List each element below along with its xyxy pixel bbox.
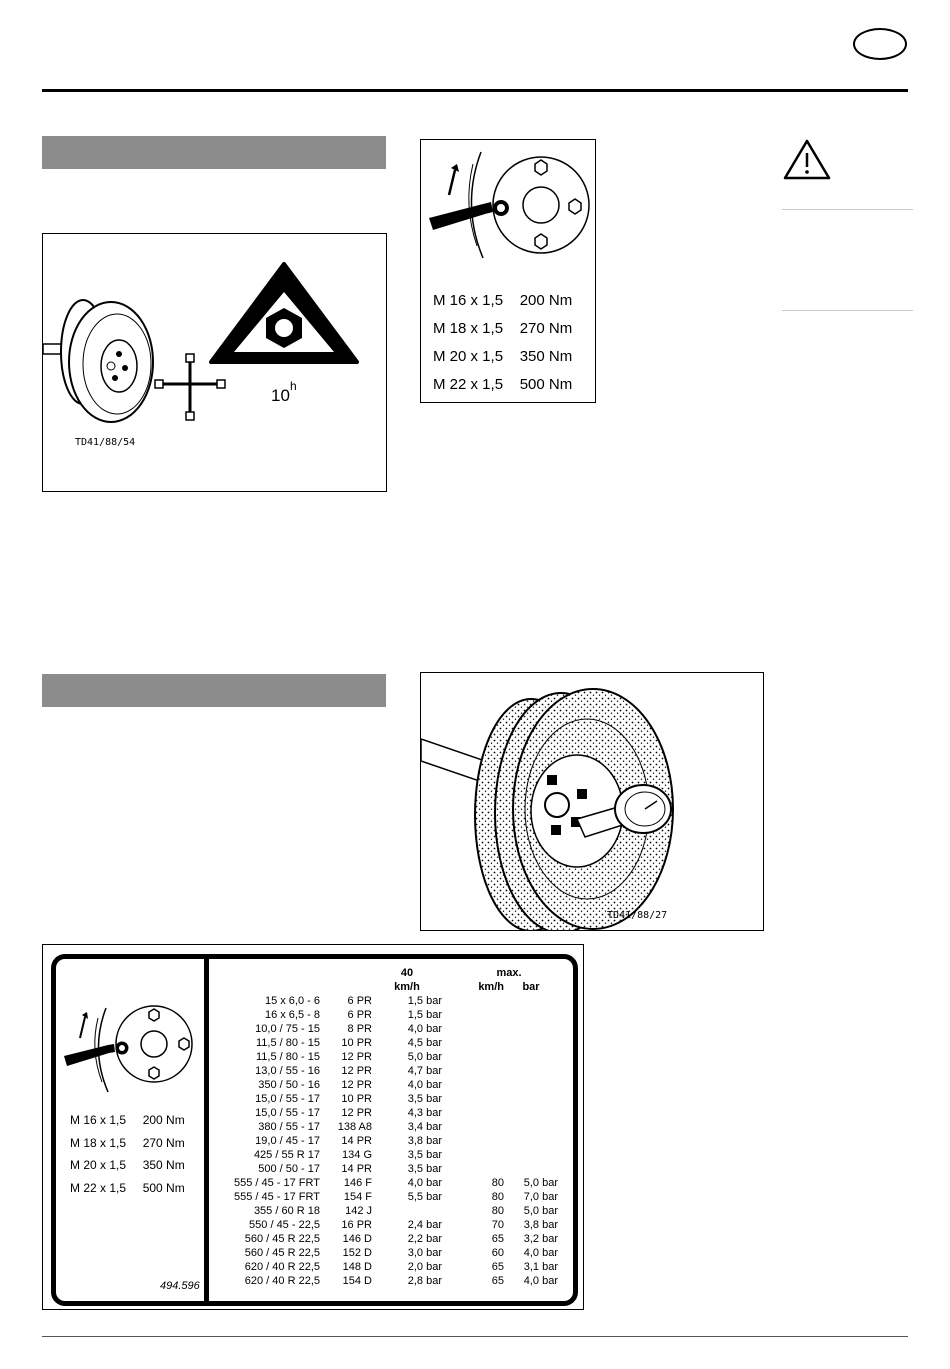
table-cell: 2,0 bar [407, 1261, 442, 1273]
table-cell: 80 [491, 1191, 504, 1203]
table-cell: 4,0 bar [407, 1177, 442, 1189]
table-cell: 8 PR [347, 1023, 372, 1035]
header-40-unit: km/h [394, 981, 420, 993]
figure-wheel-wrench [42, 233, 387, 492]
table-cell [504, 1064, 558, 1078]
table-cell: 550 / 45 - 22,5 [249, 1219, 320, 1231]
table-cell [504, 1022, 558, 1036]
table-cell: 560 / 45 R 22,5 [244, 1247, 320, 1259]
table-cell: 12 PR [341, 1107, 372, 1119]
table-cell: 142 J [345, 1205, 372, 1217]
table-cell [442, 1120, 504, 1134]
table-cell [504, 994, 558, 1008]
table-row [212, 1260, 558, 1274]
table-cell: 4,7 bar [407, 1065, 442, 1077]
table-cell: 620 / 40 R 22,5 [244, 1275, 320, 1287]
table-cell: 350 / 50 - 16 [258, 1079, 320, 1091]
table-cell: 500 / 50 - 17 [258, 1163, 320, 1175]
table-cell: 6 PR [347, 1009, 372, 1021]
table-row [212, 1190, 558, 1204]
table-cell [504, 1106, 558, 1120]
table-cell [442, 994, 504, 1008]
interval-value: 10 [271, 386, 290, 405]
table-cell: 1,5 bar [407, 1009, 442, 1021]
table-row [212, 1092, 558, 1106]
table-cell: 19,0 / 45 - 17 [255, 1135, 320, 1147]
table-row [212, 1176, 558, 1190]
table-cell: 5,0 bar [523, 1177, 558, 1189]
warning-icon [782, 138, 832, 182]
torque-spec-box [420, 139, 596, 403]
table-cell: 620 / 40 R 22,5 [244, 1261, 320, 1273]
table-cell: 11,5 / 80 - 15 [255, 1037, 320, 1049]
table-cell: 138 A8 [337, 1121, 372, 1133]
table-cell: 5,0 bar [407, 1051, 442, 1063]
table-cell: 16 x 6,5 - 8 [264, 1009, 320, 1021]
table-cell: 12 PR [341, 1079, 372, 1091]
decal-torque-row: M 22 x 1,5 500 Nm [70, 1180, 185, 1195]
table-cell: 3,5 bar [407, 1149, 442, 1161]
language-badge [853, 28, 907, 60]
decal-torque-row: M 18 x 1,5 270 Nm [70, 1135, 185, 1150]
table-row [212, 1204, 558, 1218]
section-header-bar-tyres [42, 674, 386, 707]
table-cell: 154 D [342, 1275, 372, 1287]
table-cell [442, 1134, 504, 1148]
torque-row: M 20 x 1,5 350 Nm [433, 348, 573, 365]
torque-row: M 18 x 1,5 270 Nm [433, 320, 573, 337]
header-max-kmh: km/h [478, 981, 504, 993]
table-cell: 2,2 bar [407, 1233, 442, 1245]
table-row [212, 1106, 558, 1120]
table-cell: 134 G [342, 1149, 372, 1161]
table-cell: 15,0 / 55 - 17 [255, 1093, 320, 1105]
header-max-bar: bar [522, 981, 540, 993]
table-cell [442, 1008, 504, 1022]
table-cell: 146 F [343, 1177, 372, 1189]
tire-pressure-illustration [421, 673, 763, 930]
torque-list [433, 287, 572, 399]
table-row [212, 1064, 558, 1078]
table-cell [504, 1078, 558, 1092]
table-cell: 15 x 6,0 - 6 [264, 995, 320, 1007]
wheel-bolt-torque-diagram [421, 140, 595, 280]
table-row [212, 994, 558, 1008]
figure-code: TD41/88/27 [607, 910, 668, 921]
table-row [212, 1078, 558, 1092]
header-max: max. [496, 967, 522, 979]
table-row [212, 1008, 558, 1022]
footer-rule [42, 1336, 908, 1337]
table-cell: 65 [491, 1261, 504, 1273]
table-cell: 3,5 bar [407, 1163, 442, 1175]
table-cell: 15,0 / 55 - 17 [255, 1107, 320, 1119]
table-cell: 152 D [342, 1247, 372, 1259]
table-cell: 555 / 45 - 17 FRT [233, 1191, 320, 1203]
table-row [212, 1162, 558, 1176]
part-number: 494.596 [160, 1280, 200, 1292]
figure-tire-pressure [420, 672, 764, 931]
table-cell: 154 F [343, 1191, 372, 1203]
table-cell: 3,5 bar [407, 1093, 442, 1105]
table-cell: 14 PR [341, 1163, 372, 1175]
torque-row: M 22 x 1,5 500 Nm [433, 376, 573, 393]
table-cell: 12 PR [341, 1051, 372, 1063]
table-cell: 2,4 bar [407, 1219, 442, 1231]
table-cell [442, 1064, 504, 1078]
table-cell: 65 [491, 1233, 504, 1245]
table-cell: 555 / 45 - 17 FRT [233, 1177, 320, 1189]
interval-unit: h [290, 379, 297, 393]
table-cell: 16 PR [341, 1219, 372, 1231]
table-cell [372, 1204, 442, 1218]
table-cell [442, 1078, 504, 1092]
table-cell [442, 1092, 504, 1106]
table-cell: 425 / 55 R 17 [253, 1149, 320, 1161]
table-cell: 7,0 bar [523, 1191, 558, 1203]
table-row [212, 1274, 558, 1288]
table-row [212, 1218, 558, 1232]
table-cell: 1,5 bar [407, 995, 442, 1007]
decal-torque-row: M 16 x 1,5 200 Nm [70, 1113, 185, 1127]
table-cell: 146 D [342, 1233, 372, 1245]
table-cell [504, 1162, 558, 1176]
table-cell: 3,4 bar [407, 1121, 442, 1133]
table-row [212, 1246, 558, 1260]
table-cell: 3,0 bar [407, 1247, 442, 1259]
warning-separator-top [782, 209, 913, 210]
table-cell [504, 1050, 558, 1064]
table-cell: 14 PR [341, 1135, 372, 1147]
wheel-wrench-illustration [43, 234, 386, 491]
table-cell: 5,0 bar [523, 1205, 558, 1217]
figure-code: TD41/88/54 [75, 437, 136, 448]
header-40: 40 [400, 967, 414, 979]
table-header-row [212, 966, 558, 980]
table-cell: 5,5 bar [407, 1191, 442, 1203]
table-cell: 4,3 bar [407, 1107, 442, 1119]
table-cell [442, 1162, 504, 1176]
table-row [212, 1232, 558, 1246]
table-cell: 3,8 bar [523, 1219, 558, 1231]
table-header-row [212, 980, 558, 994]
table-cell [442, 1050, 504, 1064]
table-row [212, 1148, 558, 1162]
tyre-pressure-table [212, 966, 562, 1288]
table-cell: 13,0 / 55 - 16 [255, 1065, 320, 1077]
table-cell: 3,8 bar [407, 1135, 442, 1147]
table-row [212, 1134, 558, 1148]
table-cell: 560 / 45 R 22,5 [244, 1233, 320, 1245]
table-cell: 4,5 bar [407, 1037, 442, 1049]
table-cell: 4,0 bar [407, 1023, 442, 1035]
table-cell: 10 PR [341, 1093, 372, 1105]
table-cell: 4,0 bar [523, 1247, 558, 1259]
table-cell: 4,0 bar [523, 1275, 558, 1287]
table-cell: 80 [491, 1177, 504, 1189]
table-cell: 12 PR [341, 1065, 372, 1077]
table-cell: 148 D [342, 1261, 372, 1273]
table-cell: 10,0 / 75 - 15 [255, 1023, 320, 1035]
table-cell [504, 1120, 558, 1134]
decal-wheel-bolt-diagram [62, 1000, 202, 1100]
table-cell [504, 1036, 558, 1050]
table-row [212, 1036, 558, 1050]
table-cell [442, 1022, 504, 1036]
table-cell [442, 1106, 504, 1120]
table-cell [504, 1092, 558, 1106]
header-rule [42, 89, 908, 92]
table-cell: 6 PR [347, 995, 372, 1007]
table-cell: 65 [491, 1275, 504, 1287]
table-cell: 80 [491, 1205, 504, 1217]
table-cell: 4,0 bar [407, 1079, 442, 1091]
table-cell [442, 1036, 504, 1050]
table-cell: 11,5 / 80 - 15 [255, 1051, 320, 1063]
table-cell: 2,8 bar [407, 1275, 442, 1287]
decal-torque-list [70, 1109, 185, 1199]
table-cell: 10 PR [341, 1037, 372, 1049]
section-header-bar-wheels [42, 136, 386, 169]
table-row [212, 1050, 558, 1064]
table-cell: 355 / 60 R 18 [253, 1205, 320, 1217]
table-row [212, 1120, 558, 1134]
table-cell [504, 1148, 558, 1162]
decal-divider [204, 958, 209, 1302]
torque-row: M 16 x 1,5 200 Nm [433, 292, 573, 309]
table-cell: 60 [491, 1247, 504, 1259]
table-cell: 3,2 bar [523, 1233, 558, 1245]
table-row [212, 1022, 558, 1036]
table-cell [504, 1008, 558, 1022]
table-cell [442, 1148, 504, 1162]
table-cell: 3,1 bar [523, 1261, 558, 1273]
warning-separator-bottom [782, 310, 913, 311]
table-cell: 380 / 55 - 17 [258, 1121, 320, 1133]
table-cell: 70 [491, 1219, 504, 1231]
decal-torque-row: M 20 x 1,5 350 Nm [70, 1158, 185, 1172]
table-cell [504, 1134, 558, 1148]
